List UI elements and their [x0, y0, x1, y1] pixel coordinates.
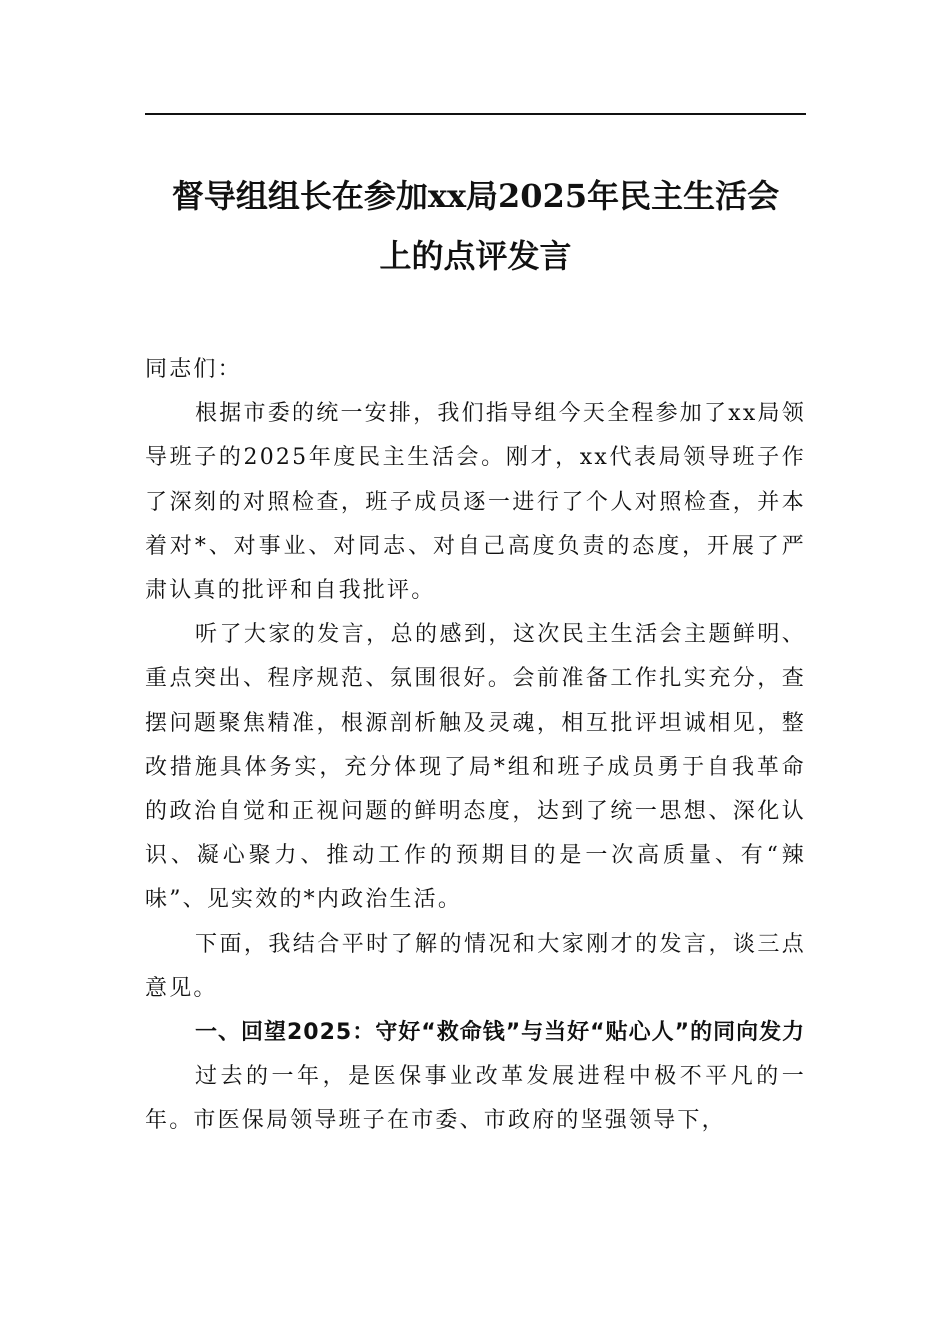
paragraph-4: 过去的一年，是医保事业改革发展进程中极不平凡的一年。市医保局领导班子在市委、市政府的坚强领导下， [145, 1064, 806, 1134]
header-rule [145, 113, 806, 115]
document-title [140, 166, 811, 286]
paragraph-3: 下面，我结合平时了解的情况和大家刚才的发言，谈三点意见。 [145, 931, 806, 1001]
salutation: 同志们： [145, 357, 242, 382]
paragraph-2: 听了大家的发言，总的感到，这次民主生活会主题鲜明、重点突出、程序规范、氛围很好。会前准备工作扎实充分，查摆问题聚焦精准，根源剖析触及灵魂，相互批评坦诚相见，整改措施具体务实，充分体现了局*组和班子成员勇于自我革命的政治自觉和正视问题的鲜明态度，达到了统一思想、深化认识、凝心聚力、推动工作的预期目的是一次高质量、有“辣味”、见实效的*内政治生活。 [145, 622, 806, 913]
section-heading-1: 一、回望2025：守好“救命钱”与当好“贴心人”的同向发力 [195, 1020, 806, 1046]
title-line-2: 上的点评发言 [379, 237, 572, 275]
paragraph-1: 根据市委的统一安排，我们指导组今天全程参加了xx局领导班子的2025年度民主生活会。刚才，xx代表局领导班子作了深刻的对照检查，班子成员逐一进行了个人对照检查，并本着对*、对事业、对同志、对自己高度负责的态度，开展了严肃认真的批评和自我批评。 [145, 401, 806, 604]
document-body [145, 348, 806, 1144]
title-line-1: 督导组组长在参加xx局2025年民主生活会 [171, 177, 780, 215]
